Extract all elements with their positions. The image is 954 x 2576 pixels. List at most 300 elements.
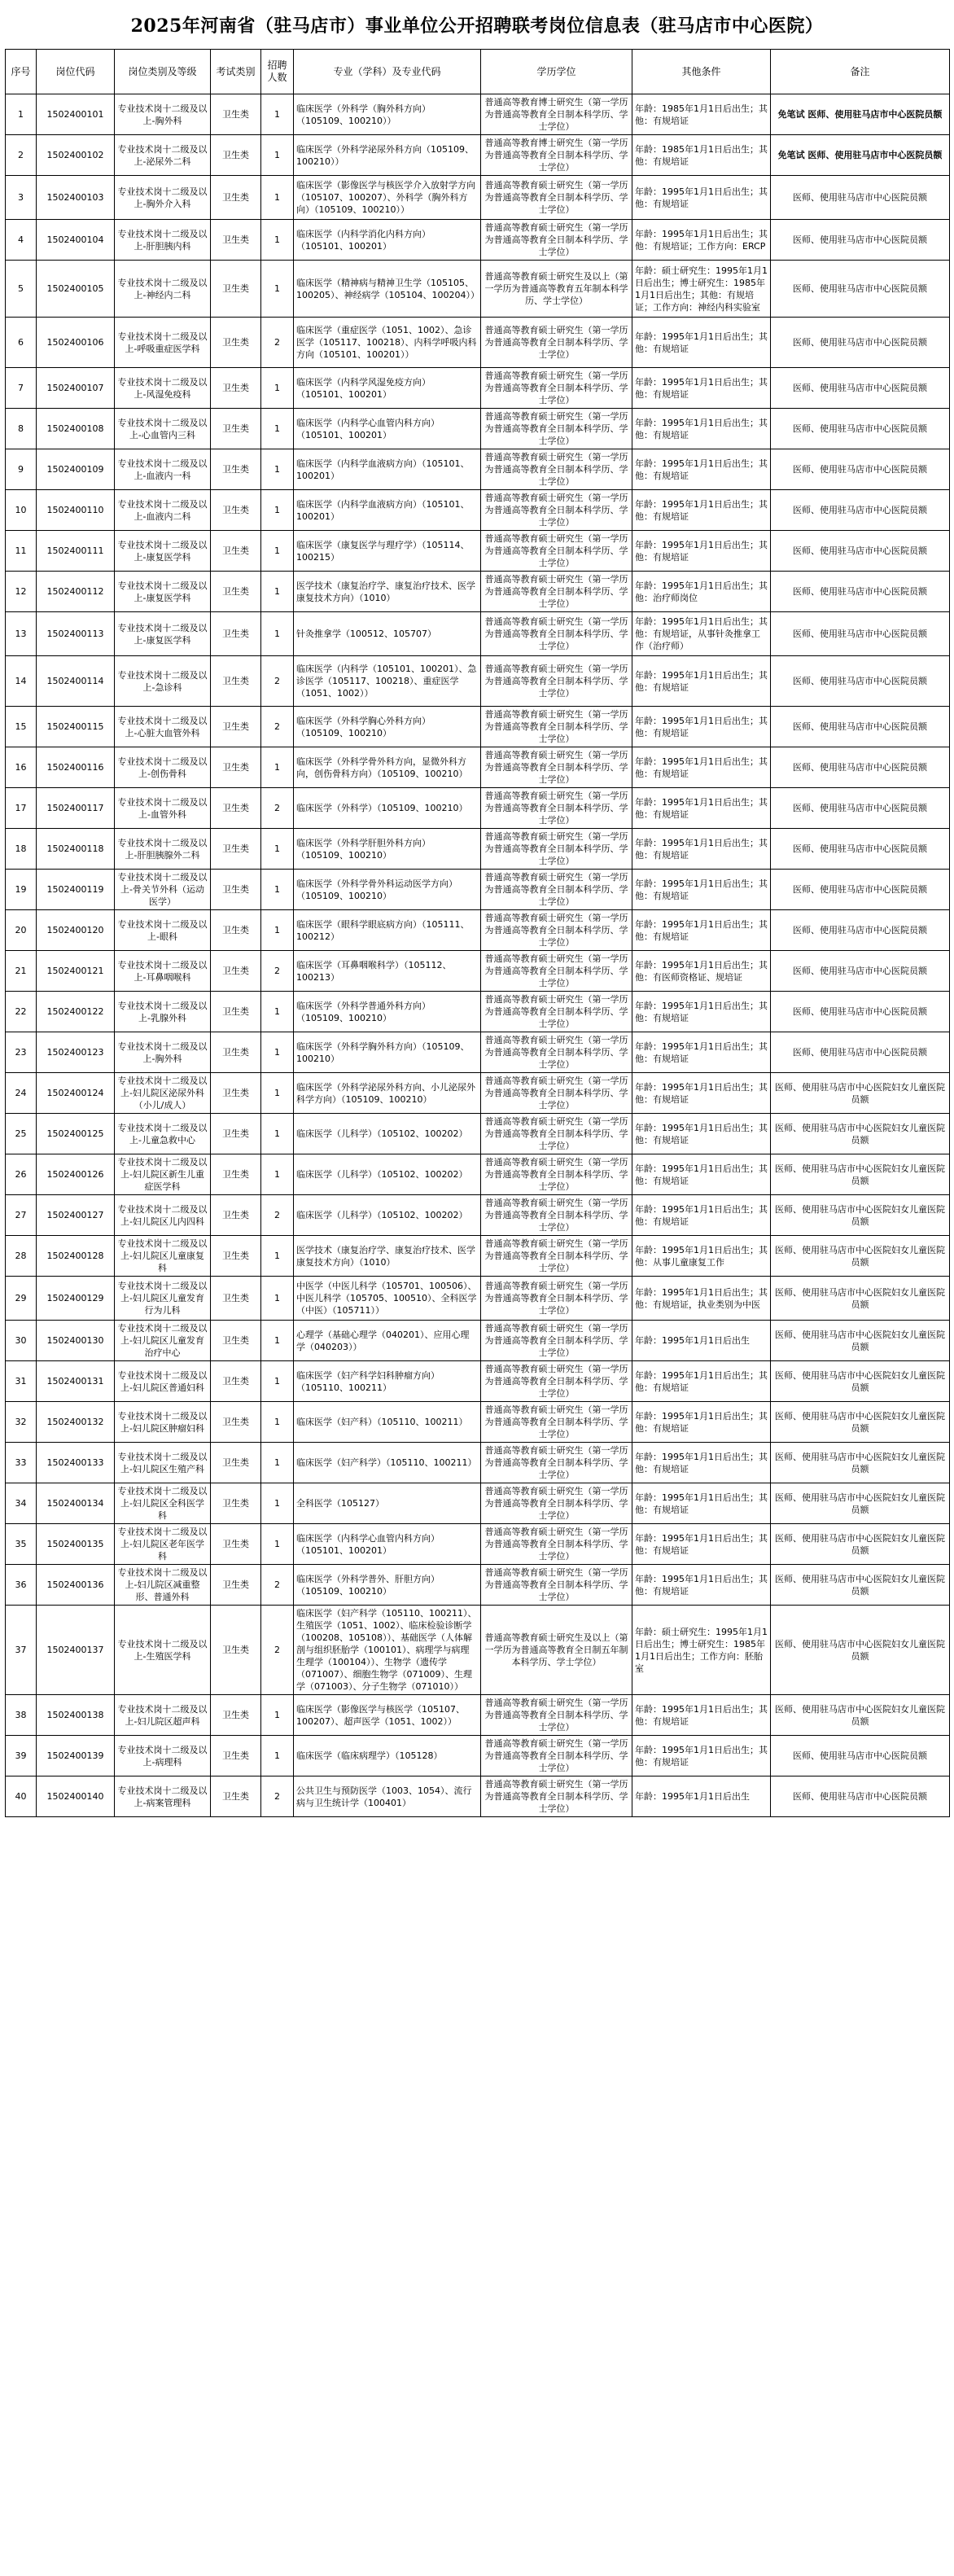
cell-post: 专业技术岗十二级及以上-妇儿院区泌尿外科（小儿/成人） (115, 1073, 211, 1114)
cell-exam: 卫生类 (211, 490, 261, 531)
cell-other: 年龄：1995年1月1日后出生；其他：有规培证 (632, 656, 771, 707)
table-row (6, 1154, 950, 1195)
cell-note: 医师、使用驻马店市中心医院妇女儿童医院员额 (771, 1695, 950, 1736)
cell-no: 9 (6, 449, 37, 490)
cell-code: 1502400111 (37, 531, 115, 572)
table-row (6, 1114, 950, 1154)
cell-code: 1502400128 (37, 1236, 115, 1277)
cell-count: 1 (261, 1032, 294, 1073)
cell-code: 1502400135 (37, 1524, 115, 1565)
cell-code: 1502400123 (37, 1032, 115, 1073)
cell-exam: 卫生类 (211, 788, 261, 829)
cell-no: 35 (6, 1524, 37, 1565)
cell-major: 临床医学（精神病与精神卫生学（105105、100205）、神经病学（105104、100204）） (294, 261, 481, 318)
cell-other: 年龄：1995年1月1日后出生；其他：有规培证 (632, 531, 771, 572)
table-row (6, 1195, 950, 1236)
cell-post: 专业技术岗十二级及以上-妇儿院区生殖产科 (115, 1443, 211, 1483)
table-row (6, 1776, 950, 1817)
cell-note: 医师、使用驻马店市中心医院妇女儿童医院员额 (771, 1195, 950, 1236)
cell-exam: 卫生类 (211, 318, 261, 368)
cell-other: 年龄：1995年1月1日后出生；其他：从事儿童康复工作 (632, 1236, 771, 1277)
cell-note: 医师、使用驻马店市中心医院员额 (771, 910, 950, 951)
table-row (6, 1361, 950, 1402)
cell-post: 专业技术岗十二级及以上-泌尿外二科 (115, 135, 211, 176)
cell-note: 医师、使用驻马店市中心医院妇女儿童医院员额 (771, 1606, 950, 1695)
cell-note: 医师、使用驻马店市中心医院员额 (771, 409, 950, 449)
table-row (6, 368, 950, 409)
cell-no: 29 (6, 1277, 37, 1321)
table-row (6, 1606, 950, 1695)
cell-count: 1 (261, 1321, 294, 1361)
cell-no: 33 (6, 1443, 37, 1483)
table-row (6, 707, 950, 747)
cell-major: 临床医学（内科学血液病方向）（105101、100201） (294, 490, 481, 531)
cell-post: 专业技术岗十二级及以上-妇儿院区儿童发育治疗中心 (115, 1321, 211, 1361)
cell-major: 医学技术（康复治疗学、康复治疗技术、医学康复技术方向）（1010） (294, 1236, 481, 1277)
cell-code: 1502400110 (37, 490, 115, 531)
cell-code: 1502400131 (37, 1361, 115, 1402)
table-row (6, 572, 950, 612)
cell-count: 1 (261, 261, 294, 318)
header-cell: 考试类别 (211, 50, 261, 94)
cell-edu: 普通高等教育硕士研究生（第一学历为普通高等教育全日制本科学历、学士学位） (481, 612, 632, 656)
cell-edu: 普通高等教育硕士研究生（第一学历为普通高等教育全日制本科学历、学士学位） (481, 1114, 632, 1154)
cell-no: 1 (6, 94, 37, 135)
cell-no: 22 (6, 992, 37, 1032)
cell-code: 1502400103 (37, 176, 115, 220)
cell-post: 专业技术岗十二级及以上-康复医学科 (115, 531, 211, 572)
cell-exam: 卫生类 (211, 910, 261, 951)
cell-exam: 卫生类 (211, 1361, 261, 1402)
cell-no: 24 (6, 1073, 37, 1114)
cell-code: 1502400108 (37, 409, 115, 449)
table-row (6, 870, 950, 910)
cell-code: 1502400105 (37, 261, 115, 318)
cell-edu: 普通高等教育硕士研究生（第一学历为普通高等教育全日制本科学历、学士学位） (481, 870, 632, 910)
cell-note: 医师、使用驻马店市中心医院员额 (771, 531, 950, 572)
table-row (6, 1483, 950, 1524)
cell-edu: 普通高等教育硕士研究生（第一学历为普通高等教育全日制本科学历、学士学位） (481, 1361, 632, 1402)
cell-no: 11 (6, 531, 37, 572)
table-row (6, 409, 950, 449)
cell-note: 医师、使用驻马店市中心医院员额 (771, 449, 950, 490)
cell-edu: 普通高等教育博士研究生（第一学历为普通高等教育全日制本科学历、学士学位） (481, 135, 632, 176)
cell-code: 1502400107 (37, 368, 115, 409)
cell-major: 临床医学（儿科学）（105102、100202） (294, 1154, 481, 1195)
cell-major: 临床医学（重症医学（1051、1002）、急诊医学（105117、100218）、内科学呼吸内科方向（105101、100201）） (294, 318, 481, 368)
cell-no: 14 (6, 656, 37, 707)
cell-exam: 卫生类 (211, 572, 261, 612)
cell-edu: 普通高等教育硕士研究生（第一学历为普通高等教育全日制本科学历、学士学位） (481, 1073, 632, 1114)
cell-post: 专业技术岗十二级及以上-胸外科 (115, 1032, 211, 1073)
cell-note: 医师、使用驻马店市中心医院妇女儿童医院员额 (771, 1361, 950, 1402)
cell-exam: 卫生类 (211, 261, 261, 318)
cell-exam: 卫生类 (211, 747, 261, 788)
cell-post: 专业技术岗十二级及以上-呼吸重症医学科 (115, 318, 211, 368)
cell-count: 1 (261, 1443, 294, 1483)
cell-major: 临床医学（康复医学与理疗学）（105114、100215） (294, 531, 481, 572)
header-cell: 序号 (6, 50, 37, 94)
cell-exam: 卫生类 (211, 1695, 261, 1736)
cell-note: 医师、使用驻马店市中心医院员额 (771, 1736, 950, 1776)
cell-note: 医师、使用驻马店市中心医院员额 (771, 829, 950, 870)
cell-no: 25 (6, 1114, 37, 1154)
cell-post: 专业技术岗十二级及以上-妇儿院区新生儿重症医学科 (115, 1154, 211, 1195)
cell-code: 1502400109 (37, 449, 115, 490)
cell-count: 1 (261, 368, 294, 409)
cell-edu: 普通高等教育硕士研究生（第一学历为普通高等教育全日制本科学历、学士学位） (481, 1736, 632, 1776)
cell-major: 临床医学（眼科学眼底病方向）（105111、100212） (294, 910, 481, 951)
cell-count: 2 (261, 656, 294, 707)
cell-other: 年龄：1995年1月1日后出生；其他：有规培证 (632, 1195, 771, 1236)
cell-note: 医师、使用驻马店市中心医院员额 (771, 368, 950, 409)
cell-code: 1502400121 (37, 951, 115, 992)
cell-exam: 卫生类 (211, 531, 261, 572)
cell-post: 专业技术岗十二级及以上-创伤骨科 (115, 747, 211, 788)
cell-other: 年龄：1995年1月1日后出生；其他：有规培证 (632, 992, 771, 1032)
cell-other: 年龄：1995年1月1日后出生；其他：有规培证 (632, 1483, 771, 1524)
cell-count: 1 (261, 490, 294, 531)
cell-exam: 卫生类 (211, 409, 261, 449)
cell-major: 临床医学（临床病理学）（105128） (294, 1736, 481, 1776)
cell-exam: 卫生类 (211, 1565, 261, 1606)
cell-no: 6 (6, 318, 37, 368)
cell-post: 专业技术岗十二级及以上-血液内一科 (115, 449, 211, 490)
cell-count: 2 (261, 707, 294, 747)
cell-major: 临床医学（内科学血液病方向）（105101、100201） (294, 449, 481, 490)
cell-no: 39 (6, 1736, 37, 1776)
cell-no: 15 (6, 707, 37, 747)
cell-edu: 普通高等教育硕士研究生（第一学历为普通高等教育全日制本科学历、学士学位） (481, 449, 632, 490)
cell-no: 13 (6, 612, 37, 656)
cell-edu: 普通高等教育硕士研究生（第一学历为普通高等教育全日制本科学历、学士学位） (481, 368, 632, 409)
cell-code: 1502400129 (37, 1277, 115, 1321)
cell-edu: 普通高等教育硕士研究生（第一学历为普通高等教育全日制本科学历、学士学位） (481, 220, 632, 261)
cell-edu: 普通高等教育硕士研究生（第一学历为普通高等教育全日制本科学历、学士学位） (481, 707, 632, 747)
cell-post: 专业技术岗十二级及以上-康复医学科 (115, 612, 211, 656)
cell-count: 1 (261, 572, 294, 612)
cell-exam: 卫生类 (211, 1402, 261, 1443)
cell-code: 1502400130 (37, 1321, 115, 1361)
cell-post: 专业技术岗十二级及以上-妇儿院区超声科 (115, 1695, 211, 1736)
cell-code: 1502400102 (37, 135, 115, 176)
cell-code: 1502400115 (37, 707, 115, 747)
cell-code: 1502400119 (37, 870, 115, 910)
cell-post: 专业技术岗十二级及以上-心血管内三科 (115, 409, 211, 449)
cell-post: 专业技术岗十二级及以上-骨关节外科（运动医学） (115, 870, 211, 910)
table-row (6, 1073, 950, 1114)
cell-other: 年龄：1995年1月1日后出生；其他：有规培证 (632, 829, 771, 870)
cell-code: 1502400118 (37, 829, 115, 870)
cell-exam: 卫生类 (211, 368, 261, 409)
cell-major: 临床医学（外科学）（105109、100210） (294, 788, 481, 829)
cell-other: 年龄：1995年1月1日后出生；其他：有规培证 (632, 788, 771, 829)
cell-post: 专业技术岗十二级及以上-妇儿院区全科医学科 (115, 1483, 211, 1524)
cell-note: 免笔试 医师、使用驻马店市中心医院员额 (771, 94, 950, 135)
cell-no: 4 (6, 220, 37, 261)
cell-other: 年龄：1995年1月1日后出生；其他：有规培证，从事针灸推拿工作（治疗师） (632, 612, 771, 656)
cell-exam: 卫生类 (211, 1483, 261, 1524)
cell-post: 专业技术岗十二级及以上-妇儿院区儿童发育行为儿科 (115, 1277, 211, 1321)
cell-edu: 普通高等教育硕士研究生（第一学历为普通高等教育全日制本科学历、学士学位） (481, 409, 632, 449)
table-header-row (6, 50, 950, 94)
header-cell: 备注 (771, 50, 950, 94)
table-row (6, 1321, 950, 1361)
cell-major: 临床医学（外科学骨外科方向，显微外科方向，创伤骨科方向）（105109、100210） (294, 747, 481, 788)
cell-count: 1 (261, 176, 294, 220)
cell-post: 专业技术岗十二级及以上-胸外科 (115, 94, 211, 135)
cell-major: 临床医学（外科学胸心外科方向）（105109、100210） (294, 707, 481, 747)
cell-major: 临床医学（外科学肝胆外科方向）（105109、100210） (294, 829, 481, 870)
cell-post: 专业技术岗十二级及以上-儿童急救中心 (115, 1114, 211, 1154)
table-row (6, 1402, 950, 1443)
cell-exam: 卫生类 (211, 449, 261, 490)
cell-exam: 卫生类 (211, 1736, 261, 1776)
cell-edu: 普通高等教育硕士研究生（第一学历为普通高等教育全日制本科学历、学士学位） (481, 1695, 632, 1736)
cell-post: 专业技术岗十二级及以上-妇儿院区老年医学科 (115, 1524, 211, 1565)
table-row (6, 176, 950, 220)
cell-count: 1 (261, 1483, 294, 1524)
cell-major: 中医学（中医儿科学（105701、100506）、中医儿科学（105705、100510）、全科医学（中医）（105711）） (294, 1277, 481, 1321)
cell-note: 医师、使用驻马店市中心医院员额 (771, 707, 950, 747)
cell-major: 临床医学（妇产科学妇科肿瘤方向）（105110、100211） (294, 1361, 481, 1402)
cell-no: 7 (6, 368, 37, 409)
cell-edu: 普通高等教育硕士研究生（第一学历为普通高等教育全日制本科学历、学士学位） (481, 829, 632, 870)
cell-other: 年龄：硕士研究生：1995年1月1日后出生；博士研究生：1985年1月1日后出生；其他：有规培证；工作方向：神经内科实验室 (632, 261, 771, 318)
cell-no: 19 (6, 870, 37, 910)
cell-post: 专业技术岗十二级及以上-妇儿院区减重整形、普通外科 (115, 1565, 211, 1606)
cell-other: 年龄：1995年1月1日后出生；其他：有规培证 (632, 409, 771, 449)
cell-other: 年龄：1995年1月1日后出生；其他：有规培证；工作方向：ERCP (632, 220, 771, 261)
table-row (6, 747, 950, 788)
cell-major: 临床医学（外科学（胸外科方向）（105109、100210）） (294, 94, 481, 135)
cell-count: 1 (261, 94, 294, 135)
cell-code: 1502400127 (37, 1195, 115, 1236)
cell-no: 32 (6, 1402, 37, 1443)
cell-post: 专业技术岗十二级及以上-心脏大血管外科 (115, 707, 211, 747)
cell-other: 年龄：1995年1月1日后出生；其他：有规培证 (632, 1736, 771, 1776)
cell-note: 医师、使用驻马店市中心医院员额 (771, 992, 950, 1032)
cell-major: 临床医学（儿科学）（105102、100202） (294, 1114, 481, 1154)
cell-major: 心理学（基础心理学（040201）、应用心理学（040203）） (294, 1321, 481, 1361)
cell-note: 医师、使用驻马店市中心医院员额 (771, 612, 950, 656)
cell-no: 27 (6, 1195, 37, 1236)
cell-code: 1502400137 (37, 1606, 115, 1695)
cell-exam: 卫生类 (211, 135, 261, 176)
cell-other: 年龄：1995年1月1日后出生；其他：有规培证 (632, 1361, 771, 1402)
cell-no: 36 (6, 1565, 37, 1606)
cell-major: 临床医学（妇产科学）（105110、100211） (294, 1443, 481, 1483)
cell-note: 医师、使用驻马店市中心医院妇女儿童医院员额 (771, 1236, 950, 1277)
cell-note: 免笔试 医师、使用驻马店市中心医院员额 (771, 135, 950, 176)
cell-count: 2 (261, 1195, 294, 1236)
job-info-table (5, 49, 950, 1817)
cell-edu: 普通高等教育硕士研究生（第一学历为普通高等教育全日制本科学历、学士学位） (481, 788, 632, 829)
cell-count: 1 (261, 1736, 294, 1776)
table-row (6, 531, 950, 572)
cell-major: 临床医学（外科学胸外科方向）（105109、100210） (294, 1032, 481, 1073)
cell-exam: 卫生类 (211, 1321, 261, 1361)
cell-code: 1502400122 (37, 992, 115, 1032)
cell-edu: 普通高等教育硕士研究生及以上（第一学历为普通高等教育全日制五年制本科学历、学士学位） (481, 1606, 632, 1695)
cell-exam: 卫生类 (211, 1236, 261, 1277)
cell-count: 1 (261, 531, 294, 572)
cell-exam: 卫生类 (211, 992, 261, 1032)
cell-edu: 普通高等教育硕士研究生及以上（第一学历为普通高等教育五年制本科学历、学士学位） (481, 261, 632, 318)
cell-major: 临床医学（妇产科学（105110、100211）、生殖医学（1051、1002）、临床检验诊断学（100208、105108））、基础医学（人体解剖与组织胚胎学（100101）、病理学与病理生理学（100104））、生物学（遗传学（071007）、细胞生物学（071009）、生理学（071003）、分子生物学（071010）） (294, 1606, 481, 1695)
cell-post: 专业技术岗十二级及以上-妇儿院区肿瘤妇科 (115, 1402, 211, 1443)
cell-other: 年龄：1995年1月1日后出生；其他：有规培证 (632, 1402, 771, 1443)
cell-other: 年龄：1995年1月1日后出生 (632, 1321, 771, 1361)
cell-post: 专业技术岗十二级及以上-病理科 (115, 1736, 211, 1776)
cell-no: 31 (6, 1361, 37, 1402)
cell-count: 1 (261, 1402, 294, 1443)
cell-other: 年龄：1995年1月1日后出生；其他：有规培证 (632, 1154, 771, 1195)
cell-post: 专业技术岗十二级及以上-生殖医学科 (115, 1606, 211, 1695)
cell-note: 医师、使用驻马店市中心医院妇女儿童医院员额 (771, 1114, 950, 1154)
cell-other: 年龄：1995年1月1日后出生；其他：有规培证 (632, 1695, 771, 1736)
cell-edu: 普通高等教育硕士研究生（第一学历为普通高等教育全日制本科学历、学士学位） (481, 1776, 632, 1817)
cell-post: 专业技术岗十二级及以上-风湿免疫科 (115, 368, 211, 409)
cell-major: 临床医学（内科学心血管内科方向）（105101、100201） (294, 409, 481, 449)
cell-note: 医师、使用驻马店市中心医院员额 (771, 1032, 950, 1073)
cell-no: 17 (6, 788, 37, 829)
header-cell: 招聘人数 (261, 50, 294, 94)
cell-note: 医师、使用驻马店市中心医院员额 (771, 220, 950, 261)
cell-exam: 卫生类 (211, 94, 261, 135)
cell-other: 年龄：1985年1月1日后出生；其他：有规培证 (632, 94, 771, 135)
cell-count: 1 (261, 829, 294, 870)
cell-other: 年龄：1995年1月1日后出生；其他：有规培证 (632, 368, 771, 409)
cell-note: 医师、使用驻马店市中心医院员额 (771, 318, 950, 368)
cell-no: 37 (6, 1606, 37, 1695)
cell-no: 8 (6, 409, 37, 449)
table-row (6, 1695, 950, 1736)
cell-count: 2 (261, 1606, 294, 1695)
cell-major: 临床医学（内科学风湿免疫方向）（105101、100201） (294, 368, 481, 409)
table-row (6, 951, 950, 992)
cell-major: 临床医学（影像医学与核医学（105107、100207）、超声医学（1051、1002）） (294, 1695, 481, 1736)
table-row (6, 261, 950, 318)
cell-code: 1502400140 (37, 1776, 115, 1817)
cell-exam: 卫生类 (211, 1277, 261, 1321)
cell-no: 40 (6, 1776, 37, 1817)
table-row (6, 94, 950, 135)
table-row (6, 910, 950, 951)
cell-exam: 卫生类 (211, 1606, 261, 1695)
cell-code: 1502400114 (37, 656, 115, 707)
cell-post: 专业技术岗十二级及以上-神经内二科 (115, 261, 211, 318)
cell-count: 2 (261, 951, 294, 992)
cell-no: 23 (6, 1032, 37, 1073)
cell-no: 38 (6, 1695, 37, 1736)
cell-count: 1 (261, 220, 294, 261)
table-row (6, 1443, 950, 1483)
cell-count: 1 (261, 1236, 294, 1277)
cell-exam: 卫生类 (211, 612, 261, 656)
cell-exam: 卫生类 (211, 656, 261, 707)
cell-exam: 卫生类 (211, 1524, 261, 1565)
cell-note: 医师、使用驻马店市中心医院员额 (771, 656, 950, 707)
cell-count: 2 (261, 1776, 294, 1817)
cell-count: 2 (261, 788, 294, 829)
cell-other: 年龄：1995年1月1日后出生；其他：有规培证 (632, 318, 771, 368)
cell-other: 年龄：1995年1月1日后出生；其他：有规培证 (632, 1032, 771, 1073)
cell-note: 医师、使用驻马店市中心医院员额 (771, 490, 950, 531)
cell-count: 1 (261, 1154, 294, 1195)
cell-exam: 卫生类 (211, 176, 261, 220)
cell-post: 专业技术岗十二级及以上-乳腺外科 (115, 992, 211, 1032)
cell-no: 10 (6, 490, 37, 531)
cell-count: 1 (261, 1114, 294, 1154)
table-row (6, 1565, 950, 1606)
cell-other: 年龄：1995年1月1日后出生；其他：有规培证，执业类别为中医 (632, 1277, 771, 1321)
table-row (6, 788, 950, 829)
cell-note: 医师、使用驻马店市中心医院员额 (771, 1776, 950, 1817)
cell-exam: 卫生类 (211, 220, 261, 261)
cell-edu: 普通高等教育硕士研究生（第一学历为普通高等教育全日制本科学历、学士学位） (481, 951, 632, 992)
table-row (6, 490, 950, 531)
table-row (6, 135, 950, 176)
cell-note: 医师、使用驻马店市中心医院员额 (771, 788, 950, 829)
cell-major: 临床医学（内科学（105101、100201）、急诊医学（105117、100218）、重症医学（1051、1002）） (294, 656, 481, 707)
cell-edu: 普通高等教育硕士研究生（第一学历为普通高等教育全日制本科学历、学士学位） (481, 490, 632, 531)
cell-major: 临床医学（外科学泌尿外科方向（105109、100210）） (294, 135, 481, 176)
cell-major: 临床医学（外科学普外、肝胆方向）（105109、100210） (294, 1565, 481, 1606)
cell-code: 1502400120 (37, 910, 115, 951)
cell-count: 1 (261, 1361, 294, 1402)
cell-post: 专业技术岗十二级及以上-肝胆胰腺外二科 (115, 829, 211, 870)
cell-no: 34 (6, 1483, 37, 1524)
cell-note: 医师、使用驻马店市中心医院妇女儿童医院员额 (771, 1321, 950, 1361)
cell-major: 临床医学（妇产科）（105110、100211） (294, 1402, 481, 1443)
cell-major: 临床医学（内科学心血管内科方向）（105101、100201） (294, 1524, 481, 1565)
cell-post: 专业技术岗十二级及以上-胸外介入科 (115, 176, 211, 220)
cell-post: 专业技术岗十二级及以上-妇儿院区普通妇科 (115, 1361, 211, 1402)
header-cell: 其他条件 (632, 50, 771, 94)
cell-other: 年龄：1995年1月1日后出生；其他：有规培证 (632, 1114, 771, 1154)
cell-major: 临床医学（外科学普通外科方向）（105109、100210） (294, 992, 481, 1032)
cell-exam: 卫生类 (211, 951, 261, 992)
cell-post: 专业技术岗十二级及以上-妇儿院区儿内四科 (115, 1195, 211, 1236)
table-row (6, 656, 950, 707)
cell-code: 1502400133 (37, 1443, 115, 1483)
table-row (6, 220, 950, 261)
cell-major: 全科医学（105127） (294, 1483, 481, 1524)
cell-code: 1502400134 (37, 1483, 115, 1524)
cell-post: 专业技术岗十二级及以上-康复医学科 (115, 572, 211, 612)
cell-edu: 普通高等教育硕士研究生（第一学历为普通高等教育全日制本科学历、学士学位） (481, 656, 632, 707)
cell-note: 医师、使用驻马店市中心医院妇女儿童医院员额 (771, 1524, 950, 1565)
cell-edu: 普通高等教育硕士研究生（第一学历为普通高等教育全日制本科学历、学士学位） (481, 1483, 632, 1524)
cell-exam: 卫生类 (211, 1443, 261, 1483)
cell-code: 1502400139 (37, 1736, 115, 1776)
cell-no: 16 (6, 747, 37, 788)
cell-exam: 卫生类 (211, 1073, 261, 1114)
cell-major: 医学技术（康复治疗学、康复治疗技术、医学康复技术方向）（1010） (294, 572, 481, 612)
cell-code: 1502400126 (37, 1154, 115, 1195)
cell-edu: 普通高等教育硕士研究生（第一学历为普通高等教育全日制本科学历、学士学位） (481, 1236, 632, 1277)
cell-count: 1 (261, 1073, 294, 1114)
cell-edu: 普通高等教育硕士研究生（第一学历为普通高等教育全日制本科学历、学士学位） (481, 1443, 632, 1483)
cell-major: 临床医学（儿科学）（105102、100202） (294, 1195, 481, 1236)
table-row (6, 829, 950, 870)
cell-note: 医师、使用驻马店市中心医院员额 (771, 176, 950, 220)
cell-edu: 普通高等教育硕士研究生（第一学历为普通高等教育全日制本科学历、学士学位） (481, 1565, 632, 1606)
cell-count: 1 (261, 992, 294, 1032)
cell-edu: 普通高等教育硕士研究生（第一学历为普通高等教育全日制本科学历、学士学位） (481, 910, 632, 951)
cell-count: 1 (261, 1695, 294, 1736)
